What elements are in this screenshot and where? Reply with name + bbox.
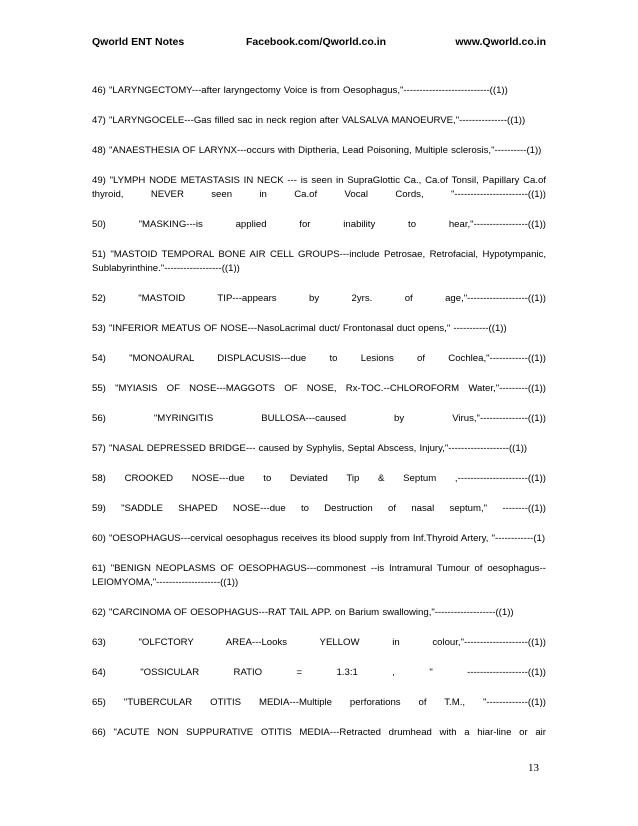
header-facebook: Facebook.com/Qworld.co.in (246, 36, 387, 48)
note-item: 48) "ANAESTHESIA OF LARYNX---occurs with Diptheria, Lead Poisoning, Multiple sclerosis,"----------(1)) (92, 145, 542, 156)
note-item: 65) "TUBERCULAR OTITIS MEDIA---Multiple perforations of T.M., "-------------((1)) (92, 697, 546, 708)
note-item: 46) "LARYNGECTOMY---after laryngectomy Voice is from Oesophagus,"---------------------------((1)) (92, 85, 508, 96)
note-item: 53) "INFERIOR MEATUS OF NOSE---NasoLacrimal duct/ Frontonasal duct opens," -----------((1)) (92, 323, 507, 334)
note-item: 62) "CARCINOMA OF OESOPHAGUS---RAT TAIL APP. on Barium swallowing,"-------------------((1)) (92, 607, 514, 618)
note-item: 51) "MASTOID TEMPORAL BONE AIR CELL GROUPS---include Petrosae, Retrofacial, Hypotympanic, Sublabyrinthine."------------------((1)) (92, 249, 546, 274)
note-item: 56) "MYRINGITIS BULLOSA---caused by Virus,"---------------((1)) (92, 413, 546, 424)
header-title: Qworld ENT Notes (92, 36, 185, 48)
note-item: 64) "OSSICULAR RATIO = 1.3:1 , " -------------------((1)) (92, 667, 546, 678)
page-number: 13 (528, 762, 539, 774)
note-item: 57) "NASAL DEPRESSED BRIDGE--- caused by Syphylis, Septal Abscess, Injury,"-------------------((1)) (92, 443, 528, 454)
note-item: 63) "OLFCTORY AREA---Looks YELLOW in colour,"--------------------((1)) (92, 637, 546, 648)
header-website: www.Qworld.co.in (455, 36, 546, 48)
note-item: 54) "MONOAURAL DISPLACUSIS---due to Lesions of Cochlea,"------------((1)) (92, 353, 546, 364)
note-item: 49) "LYMPH NODE METASTASIS IN NECK --- is seen in SupraGlottic Ca., Ca.of Tonsil, Papillary Ca.of thyroid, NEVER seen in Ca.of Vocal Cords, "-----------------------((1)) (92, 175, 546, 200)
note-item: 47) "LARYNGOCELE---Gas filled sac in neck region after VALSALVA MANOEURVE,"---------------((1)) (92, 115, 526, 126)
note-item: 59) "SADDLE SHAPED NOSE---due to Destruction of nasal septum," --------((1)) (92, 503, 546, 514)
notes-list (92, 84, 546, 756)
note-item: 60) "OESOPHAGUS---cervical oesophagus receives its blood supply from Inf.Thyroid Artery, "------------(1) (92, 533, 546, 544)
page-header (92, 36, 546, 50)
note-item: 58) CROOKED NOSE---due to Deviated Tip & Septum ,----------------------((1)) (92, 473, 546, 484)
note-item: 55) "MYIASIS OF NOSE---MAGGOTS OF NOSE, Rx-TOC.--CHLOROFORM Water,"---------((1)) (92, 383, 546, 394)
note-item: 66) "ACUTE NON SUPPURATIVE OTITIS MEDIA---Retracted drumhead with a hiar-line or air (92, 727, 546, 738)
note-item: 50) "MASKING---is applied for inability to hear,"-----------------((1)) (92, 219, 546, 230)
note-item: 52) "MASTOID TIP---appears by 2yrs. of age,"-------------------((1)) (92, 293, 546, 304)
note-item: 61) "BENIGN NEOPLASMS OF OESOPHAGUS---commonest --is Intramural Tumour of oesophagus--LEIOMYOMA,"--------------------((1)) (92, 563, 546, 588)
